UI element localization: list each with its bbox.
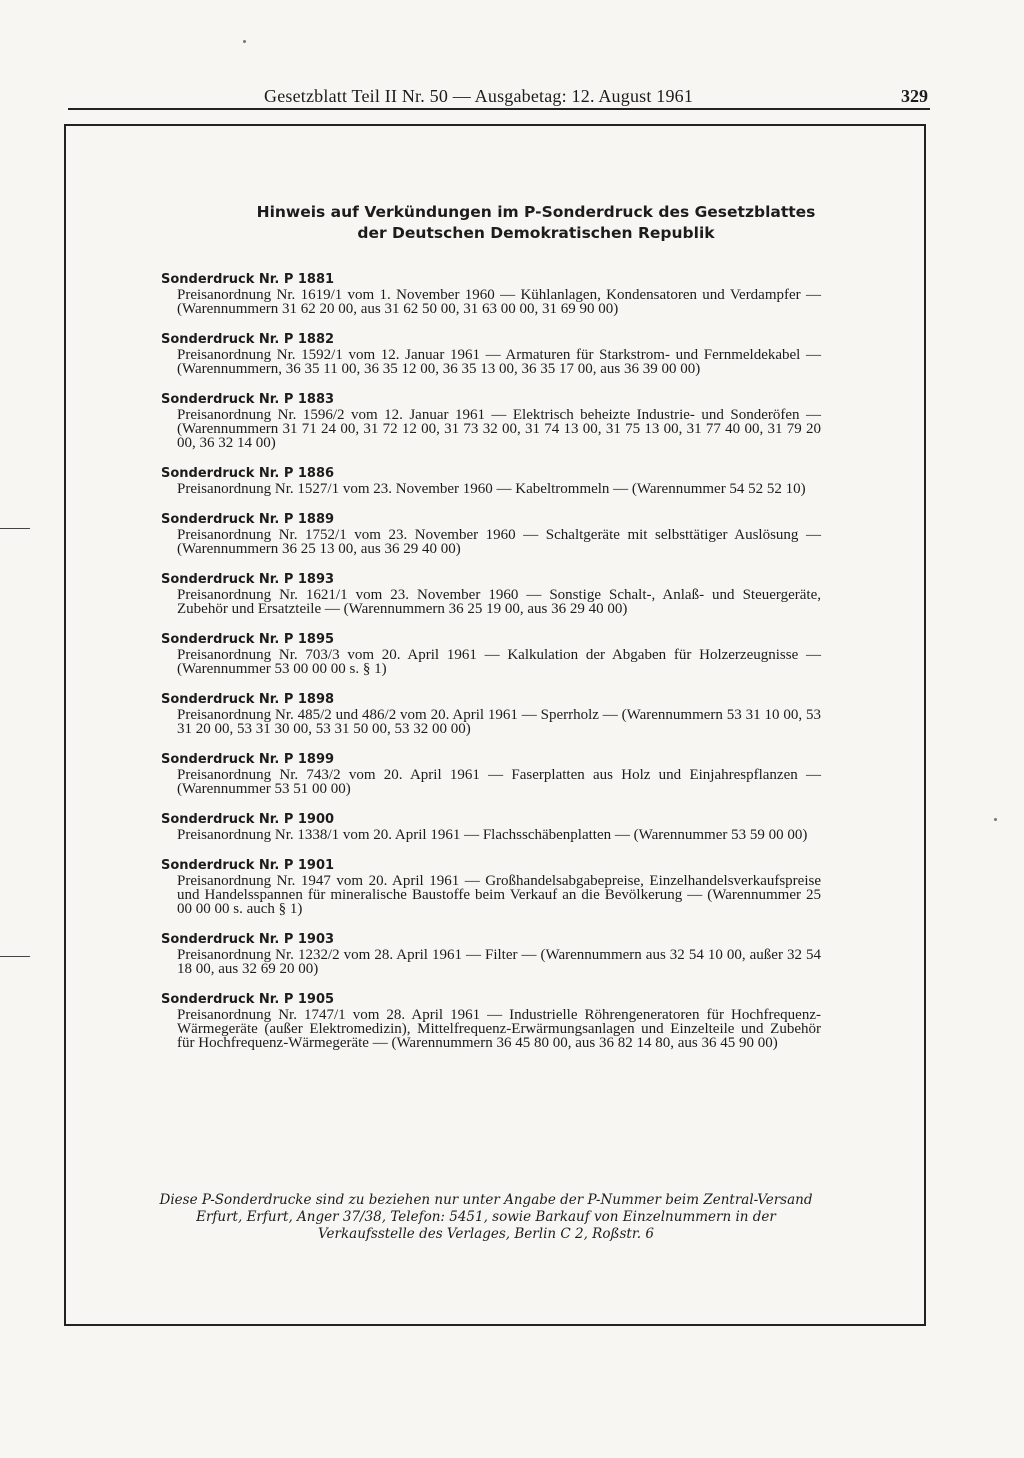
notice-title-line-1: Hinweis auf Verkündungen im P-Sonderdruck des Gesetzblattes	[256, 203, 816, 221]
entry-text: Preisanordnung Nr. 485/2 und 486/2 vom 20. April 1961 — Sperrholz — (Warennummern 53 31 10 00, 53 31 20 00, 53 31 30 00, 53 31 50 00, 53 32 00 00)	[177, 707, 821, 737]
notice-title	[226, 202, 846, 244]
entry-text: Preisanordnung Nr. 703/3 vom 20. April 1961 — Kalkulation der Abgaben für Holzerzeugnisse — (Warennummer 53 00 00 00 s. § 1)	[177, 647, 821, 677]
entry-p1899	[161, 752, 821, 796]
entry-p1900	[161, 812, 821, 842]
entry-heading: Sonderdruck Nr. P 1886	[161, 466, 335, 481]
entry-p1881	[161, 272, 821, 316]
entry-heading: Sonderdruck Nr. P 1881	[161, 272, 335, 287]
entry-heading: Sonderdruck Nr. P 1898	[161, 692, 335, 707]
ordering-note: Diese P-Sonderdrucke sind zu beziehen nur unter Angabe der P-Nummer beim Zentral-Versand Erfurt, Erfurt, Anger 37/38, Telefon: 5451, sowie Barkauf von Einzelnummern in der Verkaufsstelle des Verlages, Berlin C 2, Roßstr. 6	[159, 1192, 813, 1242]
entry-p1893	[161, 572, 821, 616]
page-number: 329	[901, 86, 928, 106]
entry-text: Preisanordnung Nr. 1338/1 vom 20. April 1961 — Flachsschäbenplatten — (Warennummer 53 59 00 00)	[177, 827, 808, 843]
entry-text: Preisanordnung Nr. 1592/1 vom 12. Januar 1961 — Armaturen für Starkstrom- und Fernmeldekabel — (Warennummern, 36 35 11 00, 36 35 12 00, 36 35 13 00, 36 35 17 00, aus 36 39 00 00)	[177, 347, 821, 377]
entry-p1883	[161, 392, 821, 450]
paper-speck	[243, 40, 246, 43]
entry-heading: Sonderdruck Nr. P 1899	[161, 752, 335, 767]
notice-title-line-2: der Deutschen Demokratischen Republik	[357, 224, 715, 242]
entry-heading: Sonderdruck Nr. P 1903	[161, 932, 335, 947]
entry-text: Preisanordnung Nr. 1596/2 vom 12. Januar 1961 — Elektrisch beheizte Industrie- und Sonderöfen — (Warennummern 31 71 24 00, 31 72 12 00, 31 73 32 00, 31 74 13 00, 31 75 13 00, 31 77 40 00, 31 79 20 00, 36 32 14 00)	[177, 407, 821, 451]
entry-heading: Sonderdruck Nr. P 1883	[161, 392, 335, 407]
entry-text: Preisanordnung Nr. 1752/1 vom 23. November 1960 — Schaltgeräte mit selbsttätiger Auslösung — (Warennummern 36 25 13 00, aus 36 29 40 00)	[177, 527, 821, 557]
running-title: Gesetzblatt Teil II Nr. 50 — Ausgabetag: 12. August 1961	[264, 86, 694, 106]
entry-text: Preisanordnung Nr. 1232/2 vom 28. April 1961 — Filter — (Warennummern aus 32 54 10 00, außer 32 54 18 00, aus 32 69 20 00)	[177, 947, 821, 977]
entry-heading: Sonderdruck Nr. P 1895	[161, 632, 335, 647]
entry-text: Preisanordnung Nr. 1747/1 vom 28. April 1961 — Industrielle Röhrengeneratoren für Hochfrequenz-Wärmegeräte (außer Elektromedizin), Mittelfrequenz-Erwärmungsanlagen und Einzelteile und Zubehör für Hochfrequenz-Wärmegeräte — (Warennummern 36 45 80 00, aus 36 82 14 80, aus 36 45 90 00)	[177, 1007, 821, 1051]
margin-tick-mark	[0, 514, 38, 529]
notice-frame	[64, 124, 926, 1326]
entry-p1889	[161, 512, 821, 556]
entry-heading: Sonderdruck Nr. P 1889	[161, 512, 335, 527]
entry-p1895	[161, 632, 821, 676]
entry-p1905	[161, 992, 821, 1050]
entry-p1903	[161, 932, 821, 976]
paper-speck	[994, 818, 997, 821]
entry-heading: Sonderdruck Nr. P 1882	[161, 332, 335, 347]
entry-heading: Sonderdruck Nr. P 1905	[161, 992, 335, 1007]
entry-heading: Sonderdruck Nr. P 1900	[161, 812, 335, 827]
entry-heading: Sonderdruck Nr. P 1901	[161, 858, 335, 873]
entry-heading: Sonderdruck Nr. P 1893	[161, 572, 335, 587]
entry-text: Preisanordnung Nr. 743/2 vom 20. April 1961 — Faserplatten aus Holz und Einjahrespflanzen — (Warennummer 53 51 00 00)	[177, 767, 821, 797]
entry-list	[161, 272, 821, 1066]
running-header	[68, 84, 930, 110]
entry-text: Preisanordnung Nr. 1527/1 vom 23. November 1960 — Kabeltrommeln — (Warennummer 54 52 52 10)	[177, 481, 806, 497]
entry-p1901	[161, 858, 821, 916]
entry-text: Preisanordnung Nr. 1947 vom 20. April 1961 — Großhandelsabgabepreise, Einzelhandelsverkaufspreise und Handelsspannen für mineralische Baustoffe beim Verkauf an die Bevölkerung — (Warennummer 25 00 00 00 s. auch § 1)	[177, 873, 821, 917]
entry-text: Preisanordnung Nr. 1619/1 vom 1. November 1960 — Kühlanlagen, Kondensatoren und Verdampfer — (Warennummern 31 62 20 00, aus 31 62 50 00, 31 63 00 00, 31 69 90 00)	[177, 287, 821, 317]
entry-p1898	[161, 692, 821, 736]
entry-text: Preisanordnung Nr. 1621/1 vom 23. November 1960 — Sonstige Schalt-, Anlaß- und Steuergeräte, Zubehör und Ersatzteile — (Warennummern 36 25 19 00, aus 36 29 40 00)	[177, 587, 821, 617]
entry-p1886	[161, 466, 821, 496]
entry-p1882	[161, 332, 821, 376]
margin-tick-mark	[0, 942, 38, 957]
